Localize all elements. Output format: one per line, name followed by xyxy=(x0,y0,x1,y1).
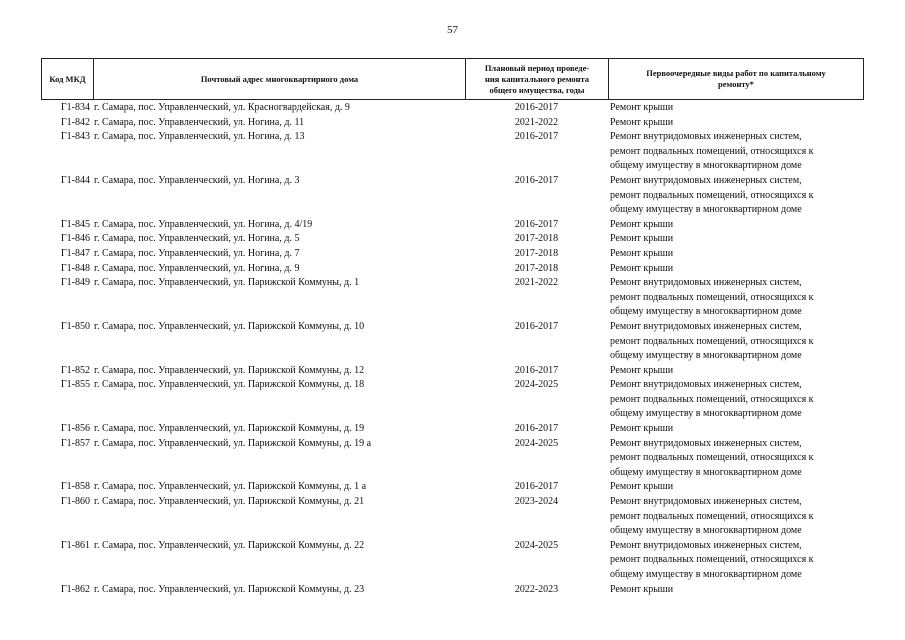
postal-address: г. Самара, пос. Управленческий, ул. Парижской Коммуны, д. 18 xyxy=(94,379,365,391)
postal-address: г. Самара, пос. Управленческий, ул. Ногина, д. 4/19 xyxy=(94,218,313,230)
priority-works xyxy=(608,364,863,379)
priority-works-line: Ремонт внутридомовых инженерных систем, xyxy=(610,539,802,551)
header-period xyxy=(466,59,609,100)
postal-address: г. Самара, пос. Управленческий, ул. Ногина, д. 9 xyxy=(94,262,300,274)
table-row xyxy=(41,364,863,379)
repair-period: 2016-2017 xyxy=(514,364,559,376)
header-period-line: Плановый период проведе- xyxy=(484,62,590,73)
priority-works-line: общему имуществу в многоквартирном доме xyxy=(610,466,802,478)
priority-works-line: Ремонт крыши xyxy=(610,262,674,274)
table-row xyxy=(41,101,863,116)
building-code: Г1-843 xyxy=(60,131,90,143)
repair-period: 2017-2018 xyxy=(514,262,559,274)
table-row xyxy=(41,262,863,277)
priority-works xyxy=(608,480,863,495)
header-works xyxy=(609,59,864,100)
building-code: Г1-855 xyxy=(60,379,90,391)
postal-address: г. Самара, пос. Управленческий, ул. Парижской Коммуны, д. 23 xyxy=(94,583,365,595)
priority-works-line: ремонт подвальных помещений, относящихся к xyxy=(610,335,814,347)
postal-address: г. Самара, пос. Управленческий, ул. Ногина, д. 7 xyxy=(94,247,300,259)
building-code: Г1-846 xyxy=(60,233,90,245)
priority-works-line: общему имуществу в многоквартирном доме xyxy=(610,306,802,318)
repair-period: 2016-2017 xyxy=(514,481,559,493)
building-code: Г1-850 xyxy=(60,320,90,332)
postal-address: г. Самара, пос. Управленческий, ул. Парижской Коммуны, д. 12 xyxy=(94,364,365,376)
priority-works-line: общему имуществу в многоквартирном доме xyxy=(610,204,802,216)
priority-works-line: Ремонт крыши xyxy=(610,583,674,595)
building-code: Г1-856 xyxy=(60,423,90,435)
repair-period: 2016-2017 xyxy=(514,218,559,230)
priority-works-line: Ремонт внутридомовых инженерных систем, xyxy=(610,379,802,391)
building-code: Г1-847 xyxy=(60,247,90,259)
priority-works-line: Ремонт внутридомовых инженерных систем, xyxy=(610,277,802,289)
header-address: Почтовый адрес многоквартирного дома xyxy=(94,59,466,100)
priority-works-line: Ремонт крыши xyxy=(610,364,674,376)
priority-works-line: Ремонт крыши xyxy=(610,481,674,493)
building-code: Г1-834 xyxy=(60,102,90,113)
priority-works-line: ремонт подвальных помещений, относящихся к xyxy=(610,452,814,464)
postal-address: г. Самара, пос. Управленческий, ул. Парижской Коммуны, д. 22 xyxy=(94,539,365,551)
priority-works-line: ремонт подвальных помещений, относящихся к xyxy=(610,554,814,566)
priority-works-line: ремонт подвальных помещений, относящихся к xyxy=(610,145,814,157)
table-header xyxy=(41,58,864,100)
repair-period: 2016-2017 xyxy=(514,102,559,113)
priority-works xyxy=(608,101,863,116)
priority-works-line: ремонт подвальных помещений, относящихся к xyxy=(610,189,814,201)
postal-address: г. Самара, пос. Управленческий, ул. Ногина, д. 3 xyxy=(94,174,300,186)
priority-works-line: Ремонт крыши xyxy=(610,116,674,128)
repair-period: 2016-2017 xyxy=(514,131,559,143)
priority-works-line: общему имуществу в многоквартирном доме xyxy=(610,350,802,362)
header-works-line: ремонту* xyxy=(718,79,754,89)
priority-works-line: общему имуществу в многоквартирном доме xyxy=(610,160,802,172)
postal-address: г. Самара, пос. Управленческий, ул. Ногина, д. 13 xyxy=(94,131,305,143)
building-code: Г1-848 xyxy=(60,262,90,274)
priority-works xyxy=(608,422,863,437)
building-code: Г1-852 xyxy=(60,364,90,376)
priority-works-line: Ремонт внутридомовых инженерных систем, xyxy=(610,496,802,508)
postal-address: г. Самара, пос. Управленческий, ул. Парижской Коммуны, д. 1 xyxy=(94,277,360,289)
postal-address: г. Самара, пос. Управленческий, ул. Парижской Коммуны, д. 10 xyxy=(94,320,365,332)
priority-works-line: Ремонт крыши xyxy=(610,423,674,435)
priority-works xyxy=(608,539,863,583)
priority-works-line: Ремонт внутридомовых инженерных систем, xyxy=(610,131,802,143)
repair-period: 2017-2018 xyxy=(514,233,559,245)
building-code: Г1-861 xyxy=(60,539,90,551)
priority-works xyxy=(608,583,863,598)
table-row xyxy=(41,320,863,364)
repair-period: 2017-2018 xyxy=(514,247,559,259)
priority-works-line: общему имуществу в многоквартирном доме xyxy=(610,525,802,537)
priority-works xyxy=(608,232,863,247)
building-code: Г1-860 xyxy=(60,496,90,508)
priority-works-line: Ремонт крыши xyxy=(610,218,674,230)
priority-works-line: общему имуществу в многоквартирном доме xyxy=(610,569,802,580)
table-row xyxy=(41,276,863,320)
priority-works-line: Ремонт внутридомовых инженерных систем, xyxy=(610,174,802,186)
priority-works xyxy=(608,378,863,422)
table-row xyxy=(41,378,863,422)
table-row xyxy=(41,480,863,495)
repair-period: 2021-2022 xyxy=(514,277,559,289)
header-period-line: ния капитального ремонта xyxy=(484,73,590,84)
page-number: 57 xyxy=(447,24,458,36)
repair-period: 2024-2025 xyxy=(514,437,559,449)
postal-address: г. Самара, пос. Управленческий, ул. Парижской Коммуны, д. 1 а xyxy=(94,481,367,493)
repair-period: 2023-2024 xyxy=(514,496,559,508)
header-code: Код МКД xyxy=(42,59,94,100)
priority-works-line: ремонт подвальных помещений, относящихся к xyxy=(610,393,814,405)
building-code: Г1-842 xyxy=(60,116,90,128)
building-code: Г1-857 xyxy=(60,437,90,449)
table-row xyxy=(41,247,863,262)
repair-period: 2024-2025 xyxy=(514,379,559,391)
priority-works-line: Ремонт внутридомовых инженерных систем, xyxy=(610,320,802,332)
priority-works-line: Ремонт крыши xyxy=(610,233,674,245)
postal-address: г. Самара, пос. Управленческий, ул. Парижской Коммуны, д. 19 xyxy=(94,423,365,435)
table-row xyxy=(41,218,863,233)
priority-works xyxy=(608,130,863,174)
priority-works xyxy=(608,276,863,320)
table-row xyxy=(41,495,863,539)
table-row xyxy=(41,174,863,218)
repair-period: 2021-2022 xyxy=(514,116,559,128)
postal-address: г. Самара, пос. Управленческий, ул. Парижской Коммуны, д. 19 а xyxy=(94,437,372,449)
building-code: Г1-844 xyxy=(60,174,90,186)
table-body xyxy=(41,101,863,597)
table-row xyxy=(41,583,863,598)
priority-works-line: ремонт подвальных помещений, относящихся к xyxy=(610,510,814,522)
priority-works xyxy=(608,174,863,218)
table-row xyxy=(41,232,863,247)
repair-period: 2016-2017 xyxy=(514,320,559,332)
repair-period: 2024-2025 xyxy=(514,539,559,551)
priority-works-line: Ремонт крыши xyxy=(610,102,674,113)
priority-works xyxy=(608,116,863,131)
table-row xyxy=(41,116,863,131)
priority-works-line: Ремонт внутридомовых инженерных систем, xyxy=(610,437,802,449)
header-period-line: общего имущества, годы xyxy=(489,84,585,95)
postal-address: г. Самара, пос. Управленческий, ул. Красногвардейская, д. 9 xyxy=(94,102,350,113)
postal-address: г. Самара, пос. Управленческий, ул. Парижской Коммуны, д. 21 xyxy=(94,496,365,508)
postal-address: г. Самара, пос. Управленческий, ул. Ногина, д. 5 xyxy=(94,233,300,245)
postal-address: г. Самара, пос. Управленческий, ул. Ногина, д. 11 xyxy=(94,116,305,128)
building-code: Г1-858 xyxy=(60,481,90,493)
repair-period: 2016-2017 xyxy=(514,174,559,186)
priority-works xyxy=(608,320,863,364)
priority-works xyxy=(608,437,863,481)
table-row xyxy=(41,539,863,583)
priority-works-line: общему имуществу в многоквартирном доме xyxy=(610,408,802,420)
table-row xyxy=(41,437,863,481)
table-row xyxy=(41,130,863,174)
priority-works-line: ремонт подвальных помещений, относящихся к xyxy=(610,291,814,303)
priority-works xyxy=(608,218,863,233)
priority-works xyxy=(608,247,863,262)
repair-period: 2022-2023 xyxy=(514,583,559,595)
building-code: Г1-845 xyxy=(60,218,90,230)
building-code: Г1-849 xyxy=(60,277,90,289)
building-code: Г1-862 xyxy=(60,583,90,595)
table-row xyxy=(41,422,863,437)
priority-works xyxy=(608,262,863,277)
repair-period: 2016-2017 xyxy=(514,423,559,435)
priority-works xyxy=(608,495,863,539)
priority-works-line: Ремонт крыши xyxy=(610,247,674,259)
header-works-line: Первоочередные виды работ по капитальному xyxy=(646,68,826,78)
